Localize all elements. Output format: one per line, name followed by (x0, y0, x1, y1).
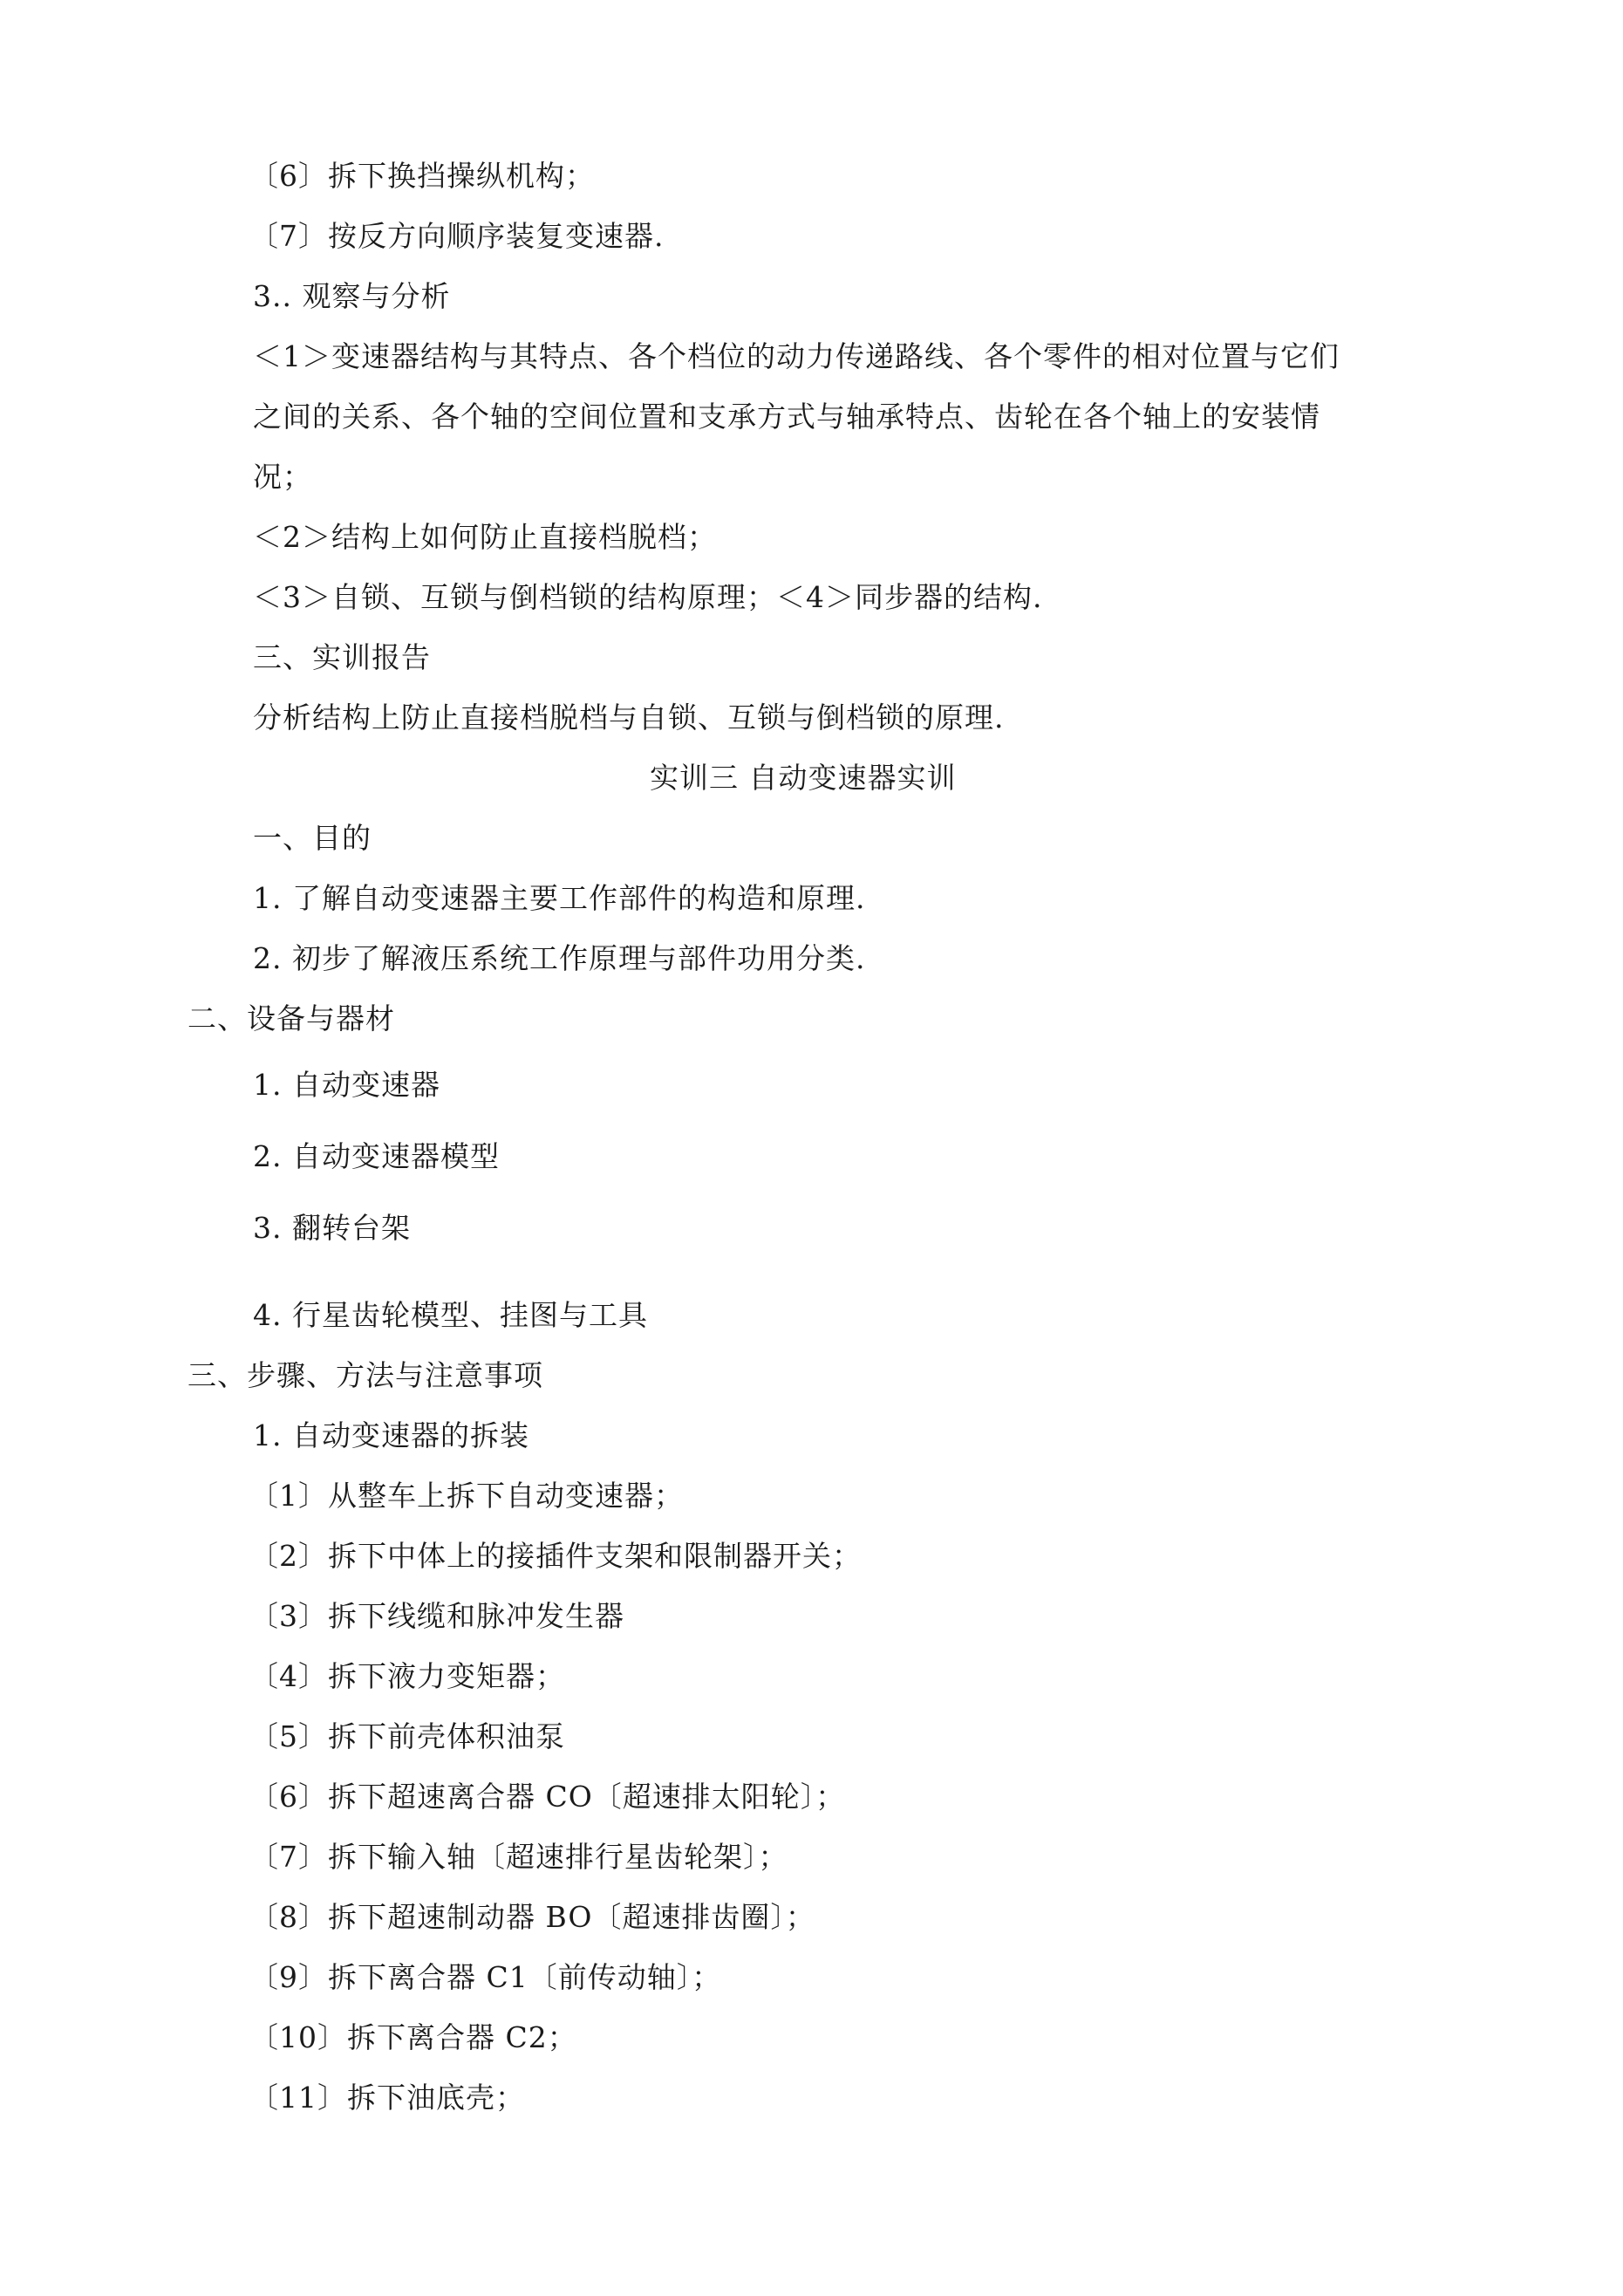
list-item: 〔7〕拆下输入轴〔超速排行星齿轮架〕； (249, 1840, 788, 1874)
list-item: 〔8〕拆下超速制动器 BO〔超速排齿圈〕； (249, 1900, 815, 1934)
text-line: ＜2＞结构上如何防止直接档脱档； (253, 520, 717, 554)
section-heading: 二、设备与器材 (188, 1001, 395, 1035)
section-heading: 三、实训报告 (253, 640, 431, 674)
text-line: 〔7〕按反方向顺序装复变速器. (249, 219, 665, 253)
text-line: 分析结构上防止直接档脱档与自锁、互锁与倒档锁的原理. (253, 700, 1005, 735)
list-item: 〔1〕从整车上拆下自动变速器； (249, 1479, 684, 1513)
section-heading: 3.. 观察与分析 (253, 279, 451, 313)
list-item: 2. 初步了解液压系统工作原理与部件功用分类. (253, 941, 866, 975)
list-item: 1. 自动变速器的拆装 (253, 1418, 529, 1452)
text-line: ＜3＞自锁、互锁与倒档锁的结构原理；＜4＞同步器的结构. (253, 580, 1043, 614)
list-item: 1. 自动变速器 (253, 1068, 440, 1102)
list-item: 〔11〕拆下油底壳； (249, 2081, 525, 2115)
list-item: 〔4〕拆下液力变矩器； (249, 1659, 565, 1693)
text-line: ＜1＞变速器结构与其特点、各个档位的动力传递路线、各个零件的相对位置与它们 (253, 339, 1340, 373)
list-item: 4. 行星齿轮模型、挂图与工具 (253, 1298, 648, 1332)
list-item: 〔9〕拆下离合器 C1〔前传动轴〕； (249, 1960, 722, 1994)
chapter-title: 实训三 自动变速器实训 (650, 761, 957, 795)
section-heading: 三、步骤、方法与注意事项 (188, 1358, 543, 1392)
list-item: 〔10〕拆下离合器 C2； (249, 2020, 577, 2054)
list-item: 2. 自动变速器模型 (253, 1139, 500, 1173)
list-item: 〔3〕拆下线缆和脉冲发生器 (249, 1599, 624, 1633)
text-line: 之间的关系、各个轴的空间位置和支承方式与轴承特点、齿轮在各个轴上的安装情 (253, 400, 1320, 434)
list-item: 〔6〕拆下超速离合器 CO〔超速排太阳轮〕； (249, 1780, 846, 1814)
list-item: 3. 翻转台架 (253, 1211, 411, 1245)
list-item: 〔2〕拆下中体上的接插件支架和限制器开关； (249, 1539, 862, 1573)
list-item: 〔5〕拆下前壳体积油泵 (249, 1719, 565, 1753)
section-heading: 一、目的 (253, 821, 372, 855)
text-line: 〔6〕拆下换挡操纵机构； (249, 159, 595, 193)
text-line: 况； (253, 460, 312, 494)
list-item: 1. 了解自动变速器主要工作部件的构造和原理. (253, 881, 866, 915)
